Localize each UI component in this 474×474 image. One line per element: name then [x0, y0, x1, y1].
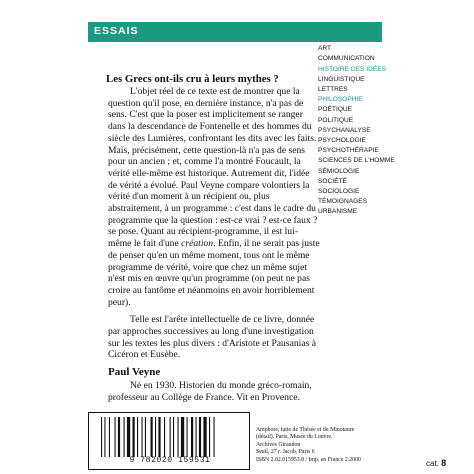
barcode-bar: [127, 417, 130, 457]
subject-item: PSYCHANALYSE: [318, 126, 371, 134]
blurb-paragraph: Telle est l'arête intellectuelle de ce livre, donnée par approches successives au long d'une investigation sur les textes les plus divers : d'Aristote et Pausanias à Cicéron et Eusèbe.: [108, 314, 316, 361]
credit-line: Archives Giraudon: [256, 441, 301, 448]
subject-item: TÉMOIGNAGES: [318, 198, 368, 206]
headline: Les Grecs ont-ils cru à leurs mythes ?: [106, 73, 279, 85]
catalog-value: 8: [441, 458, 447, 468]
credit-line: Amphore, lutte de Thésée et du Minotaure: [256, 427, 355, 433]
catalog-number: [426, 458, 446, 468]
barcode-bar: [115, 417, 116, 457]
barcode-bar: [199, 417, 201, 457]
subject-item: COMMUNICATION: [318, 55, 375, 63]
blurb-italic-word: création: [181, 238, 214, 250]
isbn-line: ISBN 2.02.015953.8 / Imp. en France 2.2000: [256, 456, 361, 463]
subject-item: LINGUISTIQUE: [318, 75, 365, 83]
barcode-bar: [109, 417, 110, 457]
credit-line: (détail). Paris, Musée du Louvre.: [256, 434, 333, 441]
barcode-bar: [104, 417, 105, 457]
barcode-digits: 9 782020 159531: [129, 456, 211, 465]
blurb-paragraph: [108, 86, 320, 308]
blurb-text-run: . Enfin, il ne serait pas juste de penser qu'en un même moment, tous ont le même programme de vérité, voire que chez un même sujet n'est mis en œuvre qu'un programme (on peut ne pas croire au fantôme et néanmoins en avoir horriblement peur).: [108, 238, 320, 308]
barcode-bar: [151, 417, 153, 457]
barcode-bar: [101, 417, 102, 457]
back-cover: [78, 14, 464, 474]
barcode-bar: [181, 417, 184, 457]
subject-item: SÉMIOLOGIE: [318, 167, 360, 175]
publisher-line: Seuil, 27 r. Jacob, Paris 6: [256, 449, 315, 456]
barcode-bar: [203, 417, 206, 457]
barcode-bar: [209, 417, 210, 457]
barcode-bar: [214, 417, 215, 457]
subject-item: PSYCHOLOGIE: [318, 137, 367, 145]
barcode-bar: [142, 417, 143, 457]
barcode-bar: [170, 417, 171, 457]
barcode-bar: [178, 417, 179, 457]
subject-item: POLITIQUE: [318, 116, 354, 124]
blurb-text-run: L'objet réel de ce texte est de montrer que la question qu'il pose, en dernière instance, n'a pas de sens. C'est que la poser est implicitement se ranger dans la descendance de Fontenelle et des hommes du siècle des Lumières, confrontant les dits avec les faits. Mais, précisément, cette question-là n'a pas de sens pour un ancien ; et, comme l'a montré Foucault, la vérité elle-même est historique. Autrement dit, l'idée de vérité a évolué. Paul Veyne compare volontiers la vérité d'un moment à un récipient ou, plus abstraitement, à un programme : c'est dans le cadre du programme que la question : est-ce vrai ? est-ce faux ? se pose. Quant au récipient-programme, il est lui-même le fait d'une: [108, 86, 318, 250]
author-name: Paul Veyne: [108, 366, 161, 378]
blurb-text: [108, 86, 320, 361]
subject-item: SCIENCES DE L'HOMME: [318, 157, 395, 165]
subject-item: PHILOSOPHIE: [318, 96, 363, 104]
barcode-bar: [196, 417, 197, 457]
subject-item: PSYCHOTHÉRAPIE: [318, 147, 379, 155]
barcode-bar: [164, 417, 165, 457]
subject-item: URBANISME: [318, 208, 358, 216]
barcode-box: [88, 412, 250, 470]
barcode-bar: [145, 417, 146, 457]
barcode-bar: [118, 417, 120, 457]
barcode-image: [101, 417, 239, 457]
series-label: ESSAIS: [94, 25, 139, 37]
subject-item: LETTRES: [318, 86, 348, 94]
barcode-bar: [173, 417, 174, 457]
barcode-bar: [124, 417, 125, 457]
barcode-bar: [187, 417, 188, 457]
subject-item: ANTHROPOLOGIE: [318, 35, 376, 42]
catalog-prefix: cat.: [426, 459, 439, 468]
author-bio: Né en 1930. Historien du monde gréco-romain, professeur au Collège de France. Vit en Provence.: [108, 380, 312, 403]
subject-item: ART: [318, 45, 332, 53]
subject-item: SOCIÉTÉ: [318, 177, 347, 185]
image-credits: [256, 427, 416, 464]
barcode-bar: [191, 417, 193, 457]
barcode-bar: [155, 417, 156, 457]
barcode-bar: [158, 417, 160, 457]
barcode-bar: [133, 417, 135, 457]
subject-item: POÉTIQUE: [318, 106, 353, 114]
subject-item: HISTOIRE DES IDÉES: [318, 65, 387, 73]
subject-item: SOCIOLOGIE: [318, 188, 360, 196]
subject-list: [318, 34, 458, 218]
barcode-bar: [137, 417, 138, 457]
